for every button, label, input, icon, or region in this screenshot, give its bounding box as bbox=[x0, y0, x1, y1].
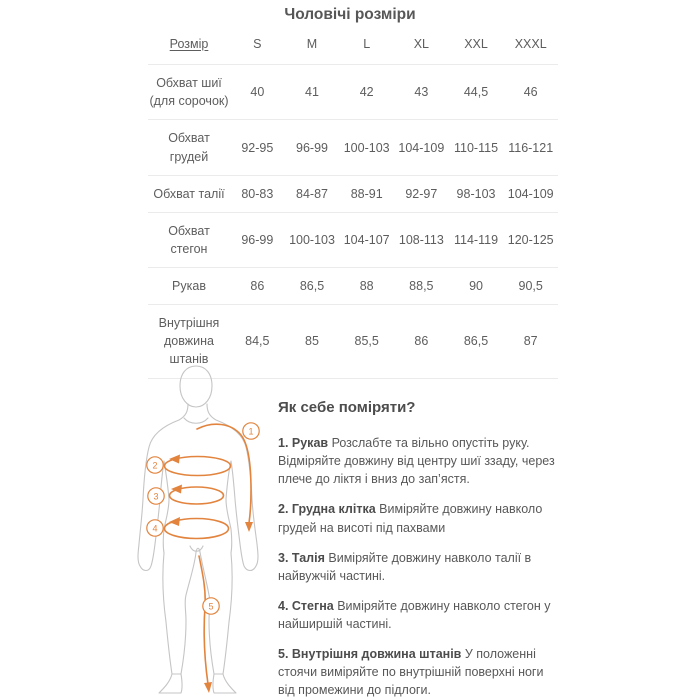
figure-marker-1 bbox=[243, 423, 259, 439]
row-label: Обхват стегон bbox=[168, 223, 210, 256]
table-header-row bbox=[148, 31, 558, 65]
row-label: Внутрішня довжина штанів bbox=[158, 316, 220, 367]
table-cell: 85 bbox=[305, 334, 319, 349]
row-label: Обхват грудей bbox=[168, 131, 210, 164]
svg-text:3: 3 bbox=[153, 491, 159, 502]
measure-step-sleeve bbox=[278, 434, 563, 488]
table-cell: 80-83 bbox=[241, 186, 274, 201]
table-row-waist bbox=[148, 176, 558, 213]
table-cell: 92-95 bbox=[241, 140, 274, 155]
svg-text:2: 2 bbox=[152, 460, 158, 471]
table-cell: 96-99 bbox=[241, 232, 274, 247]
table-cell: 87 bbox=[523, 334, 538, 349]
table-cell: 84-87 bbox=[296, 186, 328, 201]
figure-marker-3 bbox=[148, 488, 164, 504]
table-cell: 90 bbox=[469, 279, 483, 294]
step-text: Розслабте та вільно опустіть руку. Відміряйте довжину від центру шиї ззаду, через плече до ліктя і вниз до зап’ястя. bbox=[278, 436, 555, 487]
table-cell: 40 bbox=[250, 85, 265, 100]
size-header-s: S bbox=[253, 37, 262, 52]
table-cell: 108-113 bbox=[398, 232, 444, 247]
size-table bbox=[148, 31, 558, 379]
table-cell: 114-119 bbox=[454, 232, 499, 247]
svg-text:5: 5 bbox=[208, 601, 214, 612]
step-text: Виміряйте довжину навколо грудей на висоті під пахвами bbox=[278, 502, 543, 535]
table-cell: 98-103 bbox=[456, 186, 496, 201]
size-header-m: M bbox=[306, 37, 318, 52]
size-header-xl: XL bbox=[413, 37, 429, 52]
table-cell: 86 bbox=[414, 334, 429, 349]
table-cell: 86,5 bbox=[299, 279, 325, 294]
table-row-neck bbox=[148, 65, 558, 120]
table-cell: 120-125 bbox=[507, 232, 554, 247]
step-label: 2. Грудна клітка bbox=[278, 502, 376, 517]
page-title: Чоловічі розміри bbox=[284, 6, 416, 23]
figure-marker-2 bbox=[147, 457, 163, 473]
table-cell: 92-97 bbox=[405, 186, 438, 201]
table-cell: 100-103 bbox=[343, 140, 390, 155]
size-header-l: L bbox=[363, 37, 371, 52]
table-row-hips bbox=[148, 213, 558, 268]
table-cell: 43 bbox=[414, 85, 429, 100]
measure-step-chest bbox=[278, 500, 563, 536]
sleeve-measure-arrow bbox=[197, 424, 253, 532]
row-label: Обхват талії bbox=[153, 186, 225, 201]
table-cell: 90,5 bbox=[518, 279, 543, 294]
table-cell: 44,5 bbox=[463, 85, 489, 100]
table-cell: 104-107 bbox=[343, 232, 390, 247]
hip-measure-ellipse bbox=[165, 517, 229, 539]
table-cell: 96-99 bbox=[296, 140, 328, 155]
size-header-xxxl: XXXL bbox=[514, 37, 547, 52]
body-diagram-svg bbox=[133, 360, 281, 700]
table-cell: 88 bbox=[359, 279, 374, 294]
table-cell: 41 bbox=[305, 85, 319, 100]
measure-step-inseam bbox=[278, 645, 563, 699]
table-cell: 88-91 bbox=[350, 186, 383, 201]
figure-marker-5 bbox=[203, 598, 219, 614]
table-cell: 86,5 bbox=[463, 334, 489, 349]
step-text: Виміряйте довжину навколо талії в найвужчій частині. bbox=[278, 550, 532, 583]
chest-measure-ellipse bbox=[165, 455, 231, 476]
measuring-guide bbox=[278, 399, 563, 700]
table-cell: 110-115 bbox=[454, 140, 499, 155]
table-cell: 116-121 bbox=[508, 140, 554, 155]
size-header-xxl: XXL bbox=[464, 37, 488, 52]
guide-heading: Як себе поміряти? bbox=[278, 399, 416, 416]
table-cell: 85,5 bbox=[354, 334, 379, 349]
table-cell: 86 bbox=[250, 279, 265, 294]
table-row-sleeve bbox=[148, 268, 558, 305]
step-label: 3. Талія bbox=[278, 550, 325, 565]
table-cell: 46 bbox=[523, 85, 538, 100]
table-cell: 88,5 bbox=[409, 279, 434, 294]
svg-text:1: 1 bbox=[248, 426, 254, 437]
figure-marker-4 bbox=[147, 520, 163, 536]
svg-text:4: 4 bbox=[152, 523, 158, 534]
row-label: Рукав bbox=[172, 279, 206, 293]
step-label: 4. Стегна bbox=[278, 598, 334, 613]
table-cell: 104-109 bbox=[398, 140, 445, 155]
step-text: Виміряйте довжину навколо стегон у найширшій частині. bbox=[278, 598, 551, 631]
waist-measure-ellipse bbox=[170, 485, 224, 505]
table-cell: 42 bbox=[359, 85, 374, 100]
size-column-header-link[interactable]: Розмір bbox=[169, 37, 209, 51]
table-cell: 84,5 bbox=[245, 334, 270, 349]
table-cell: 100-103 bbox=[289, 232, 335, 247]
step-label: 1. Рукав bbox=[278, 436, 329, 450]
table-row-chest bbox=[148, 120, 558, 175]
measure-step-hips bbox=[278, 597, 563, 633]
table-cell: 104-109 bbox=[507, 186, 554, 201]
step-label: 5. Внутрішня довжина штанів bbox=[278, 647, 462, 662]
row-label: Обхват шиї (для сорочок) bbox=[149, 76, 229, 109]
step-text: У положенні стоячи виміряйте по внутрішній поверхні ноги від промежини до підлоги. bbox=[278, 647, 544, 698]
body-measurement-diagram bbox=[133, 360, 281, 700]
measure-step-waist bbox=[278, 549, 563, 585]
